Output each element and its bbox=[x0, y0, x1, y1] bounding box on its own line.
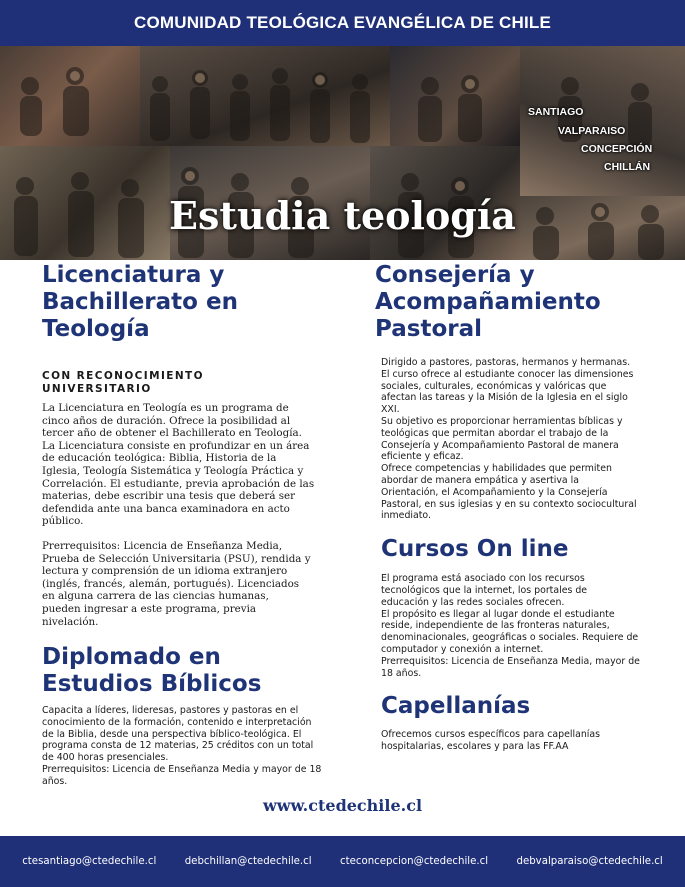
consejeria-title bbox=[375, 262, 665, 343]
capellanias-title: Capellanías bbox=[381, 693, 531, 720]
left-column bbox=[42, 262, 342, 788]
email-link[interactable]: ctesantiago@ctedechile.cl bbox=[22, 856, 157, 867]
title-line: Estudios Bíblicos bbox=[42, 671, 262, 698]
title-line: Acompañamiento bbox=[375, 289, 601, 315]
city-label: CONCEPCIÓN bbox=[581, 143, 653, 155]
licenciatura-title bbox=[42, 262, 342, 343]
licenciatura-prerequisites: Prerrequisitos: Licencia de Enseñanza Media, Prueba de Selección Universitaria (PSU), rendida y lectura y comprensión de un idioma extranjero (inglés, francés, alemán, portugués). Licenciados en alguna carrera de las ciencias humanas, pueden ingresar a este programa, previa nivelación. bbox=[42, 539, 311, 628]
footer-bar bbox=[0, 836, 685, 887]
licenciatura-subtitle bbox=[42, 370, 342, 396]
headline: Estudia teología bbox=[169, 193, 516, 238]
title-line: Consejería y bbox=[375, 262, 535, 288]
subtitle-line: CON RECONOCIMIENTO bbox=[42, 370, 204, 382]
title-line: Bachillerato en bbox=[42, 289, 238, 315]
online-body: El programa está asociado con los recursos tecnológicos que la internet, los portales de educación y las redes sociales ofrecen. El propósito es llegar al lugar donde el estudiante reside, independiente de las fronteras naturales, denominacionales, geográficas o sociales. Requiere de computador y conexión a internet. Prerrequisitos: Licencia de Enseñanza Media, mayor de 18 años. bbox=[381, 573, 640, 679]
title-line: Teología bbox=[42, 316, 150, 342]
subtitle-line: UNIVERSITARIO bbox=[42, 383, 152, 395]
capellanias-body: Ofrecemos cursos específicos para capellanías hospitalarias, escolares y para las FF.AA bbox=[381, 729, 600, 753]
online-title: Cursos On line bbox=[381, 536, 569, 563]
title-line: Diplomado en bbox=[42, 644, 221, 671]
licenciatura-body bbox=[42, 402, 342, 628]
title-line: Pastoral bbox=[375, 316, 482, 342]
title-line: Licenciatura y bbox=[42, 262, 225, 288]
city-label: VALPARAISO bbox=[558, 125, 626, 137]
licenciatura-description: La Licenciatura en Teología es un programa de cinco años de duración. Ofrece la posibilidad al tercer año de obtener el Bachillerato en Teología. La Licenciatura consiste en profundizar en un área de educación teológica: Biblia, Historia de la Iglesia, Teología Sistemática y Teología Práctica y Correlación. El estudiante, previa aprobación de las materias, debe escribir una tesis que deberá ser defendida ante una banca examinadora en acto público. bbox=[42, 402, 315, 528]
consejeria-body: Dirigido a pastores, pastoras, hermanos y hermanas. El curso ofrece al estudiante conocer las dimensiones sociales, culturales, económicas y valóricas que afectan las tareas y la Misión de la Iglesia en el siglo XXI. Su objetivo es proporcionar herramientas bíblicas y teológicas que permitan abordar el trabajo de la Consejería y Acompañamiento Pastoral de manera eficiente y eficaz. Ofrece competencias y habilidades que permiten abordar de manera empática y asertiva la Orientación, el Acompañamiento y la Consejería Pastoral, en sus iglesias y en su contexto sociocultural inmediato. bbox=[381, 357, 637, 522]
header-bar bbox=[0, 0, 685, 46]
website-link[interactable]: www.ctedechile.cl bbox=[262, 796, 423, 815]
email-link[interactable]: debvalparaiso@ctedechile.cl bbox=[516, 856, 663, 867]
email-link[interactable]: debchillan@ctedechile.cl bbox=[184, 856, 312, 867]
city-label: CHILLÁN bbox=[604, 161, 651, 173]
organization-title: COMUNIDAD TEOLÓGICA EVANGÉLICA DE CHILE bbox=[133, 13, 552, 32]
city-label: SANTIAGO bbox=[528, 106, 584, 118]
email-link[interactable]: cteconcepcion@ctedechile.cl bbox=[340, 856, 489, 867]
diplomado-body: Capacita a líderes, lideresas, pastores y pastoras en el conocimiento de la formación, contenido e interpretación de la Biblia, desde una perspectiva bíblico-teológica. El programa consta de 12 materias, 25 créditos con un total de 400 horas presenciales. Prerrequisitos: Licencia de Enseñanza Media y mayor de 18 años. bbox=[42, 705, 322, 787]
diplomado-title bbox=[42, 644, 342, 698]
right-column bbox=[375, 262, 665, 753]
